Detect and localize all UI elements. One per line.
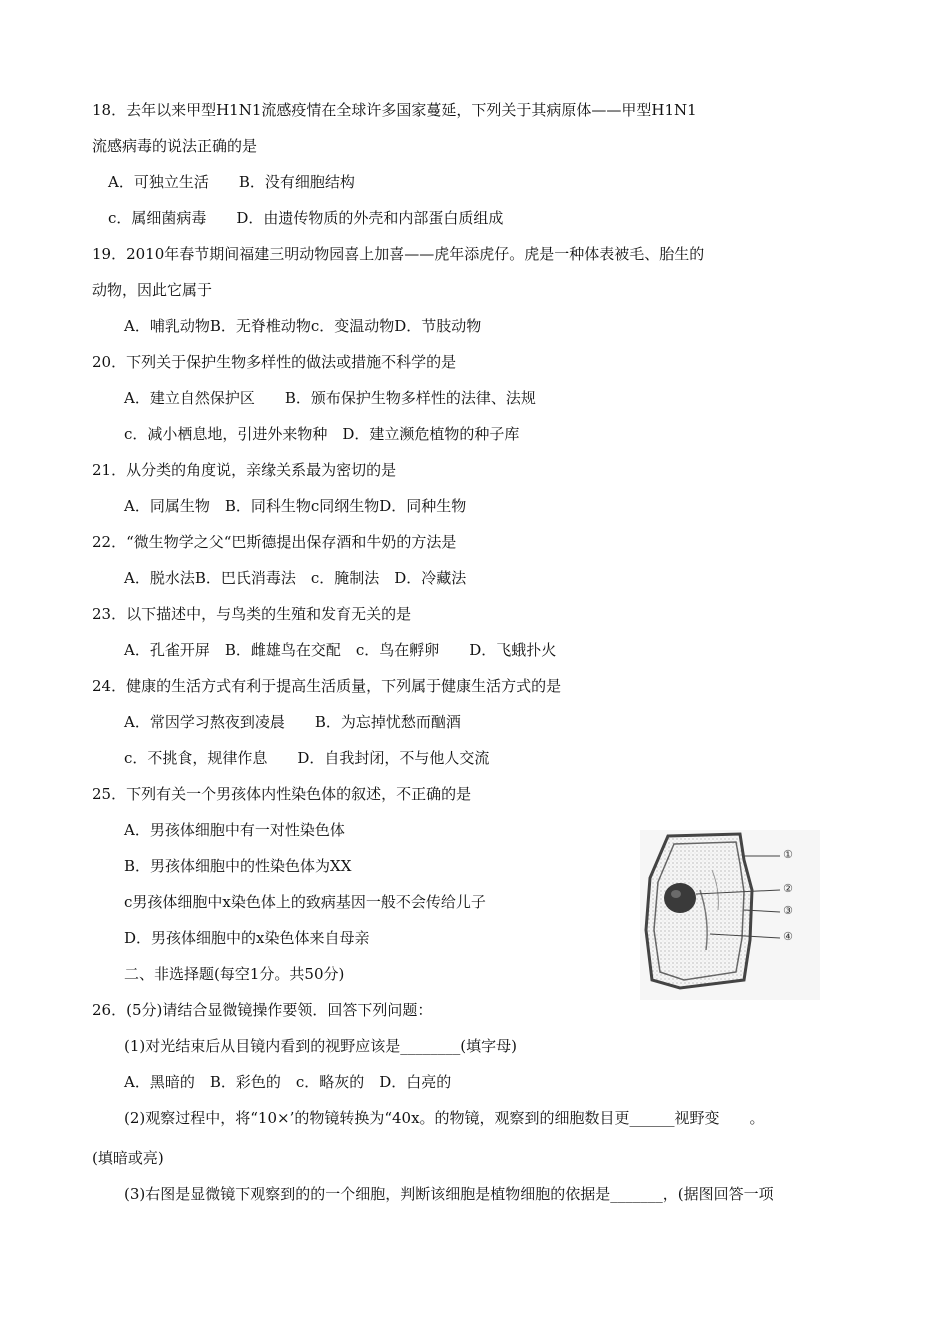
text-line: 25．下列有关一个男孩体内性染色体的叙述，不正确的是: [92, 785, 472, 803]
text-line: 22．“微生物学之父“巴斯德提出保存酒和牛奶的方法是: [92, 533, 457, 551]
plant-cell-diagram-icon: [640, 830, 820, 1000]
option-line: c男孩体细胞中x染色体上的致病基因一般不会传给儿子: [124, 893, 486, 911]
text-line: 21．从分类的角度说，亲缘关系最为密切的是: [92, 461, 397, 479]
plant-cell-figure: [640, 830, 820, 1000]
text-line: (填暗或亮): [92, 1149, 164, 1167]
option-line: A．同属生物 B．同科生物c同纲生物D．同种生物: [124, 497, 467, 515]
option-line: A．哺乳动物B．无脊椎动物c．变温动物D．节肢动物: [124, 317, 482, 335]
option-line: A．脱水法B．巴氏消毒法 c．腌制法 D．冷藏法: [124, 569, 467, 587]
text-line: 26．(5分)请结合显微镜操作要领．回答下列问题：: [92, 1001, 433, 1019]
figure-label: ③: [783, 904, 793, 917]
text-line: (3)右图是显微镜下观察到的的一个细胞，判断该细胞是植物细胞的依据是_______，(据图回答一项: [124, 1185, 774, 1203]
text-line: 19．2010年春节期间福建三明动物园喜上加喜——虎年添虎仔。虎是一种体表被毛、胎生的: [92, 245, 705, 263]
text-line: 动物，因此它属于: [92, 281, 213, 299]
option-line: B．男孩体细胞中的性染色体为XX: [124, 857, 352, 875]
option-line: c．不挑食，规律作息 D．自我封闭，不与他人交流: [124, 749, 490, 767]
option-line: c．属细菌病毒 D．由遗传物质的外壳和内部蛋白质组成: [108, 209, 504, 227]
text-line: 24．健康的生活方式有利于提高生活质量，下列属于健康生活方式的是: [92, 677, 562, 695]
text-line: 23．以下描述中，与鸟类的生殖和发育无关的是: [92, 605, 412, 623]
option-line: A．孔雀开屏 B．雌雄鸟在交配 c．鸟在孵卵 D．飞蛾扑火: [124, 641, 557, 659]
text-line: 20．下列关于保护生物多样性的做法或措施不科学的是: [92, 353, 457, 371]
option-line: A．男孩体细胞中有一对性染色体: [124, 821, 345, 839]
option-line: c．减小栖息地，引进外来物种 D．建立濒危植物的种子库: [124, 425, 520, 443]
text-line: 流感病毒的说法正确的是: [92, 137, 258, 155]
text-line: (1)对光结束后从目镜内看到的视野应该是________(填字母): [124, 1037, 517, 1055]
figure-label: ④: [783, 930, 793, 943]
text-line: (2)观察过程中，将“10×’的物镜转换为“40x。的物镜，观察到的细胞数目更______视野变 。: [124, 1109, 765, 1127]
option-line: A．黑暗的 B．彩色的 c．略灰的 D．白亮的: [124, 1073, 452, 1091]
figure-label: ①: [783, 848, 793, 861]
figure-label: ②: [783, 882, 793, 895]
option-line: A．可独立生活 B．没有细胞结构: [108, 173, 355, 191]
option-line: A．常因学习熬夜到凌晨 B．为忘掉忧愁而酗酒: [124, 713, 461, 731]
section-heading: 二、非选择题(每空1分。共50分): [124, 965, 345, 983]
text-line: 18．去年以来甲型H1N1流感疫情在全球许多国家蔓延，下列关于其病原体——甲型H1N1: [92, 101, 697, 119]
option-line: A．建立自然保护区 B．颁布保护生物多样性的法律、法规: [124, 389, 536, 407]
option-line: D．男孩体细胞中的x染色体来自母亲: [124, 929, 370, 947]
